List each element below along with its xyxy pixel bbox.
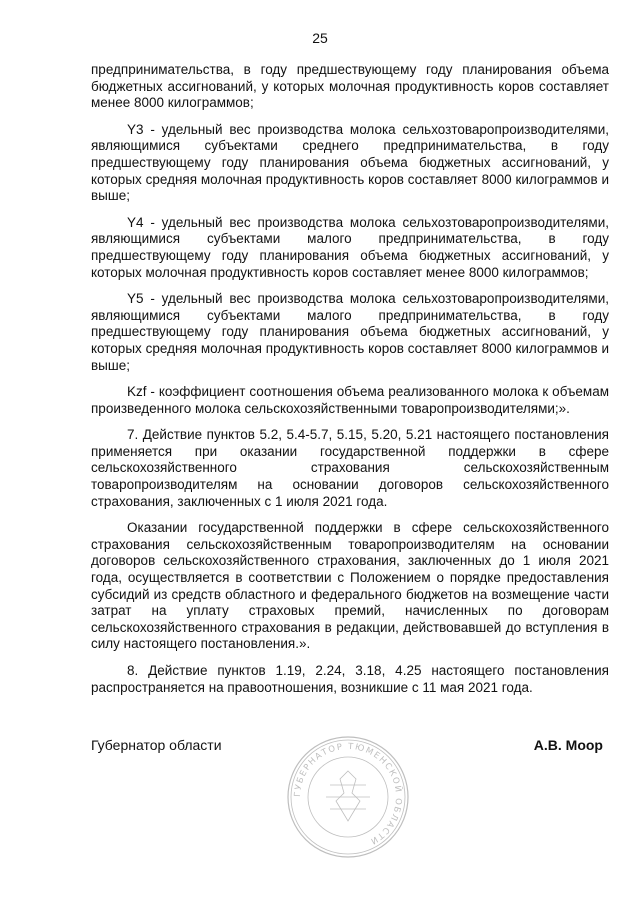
paragraph-item-8: 8. Действие пунктов 1.19, 2.24, 3.18, 4.25 настоящего постановления распространяется на правоотношения, возникшие с 11 мая 2021 года. bbox=[91, 663, 609, 695]
paragraph-item-7: 7. Действие пунктов 5.2, 5.4-5.7, 5.15, 5.20, 5.21 настоящего постановления применяется при оказании государственной поддержки в сфере сельскохозяйственного страхования сельскохозяйственным товаропроизводителям на основании договоров сельскохозяйственного страхования, заключенных с 1 июля 2021 года. bbox=[91, 427, 609, 509]
document-body bbox=[91, 62, 609, 706]
paragraph-y3: Y3 - удельный вес производства молока сельхозтоваропроизводителями, являющимися субъектами среднего предпринимательства, в году предшествующему году планирования объема бюджетных ассигнований, у которых средняя молочная продуктивность коров составляет 8000 килограммов и выше; bbox=[91, 121, 609, 204]
paragraph-y5: Y5 - удельный вес производства молока сельхозтоваропроизводителями, являющимися субъектами малого предпринимательства, в году предшествующему году планирования объема бюджетных ассигнований, у которых средняя молочная продуктивность коров составляет 8000 килограммов и выше; bbox=[91, 291, 609, 373]
paragraph-support-terms: Оказании государственной поддержки в сфере сельскохозяйственного страхования сельскохозяйственным товаропроизводителям на основании договоров сельскохозяйственного страхования, заключенных до 1 июля 2021 года, осуществляется в соответствии с Положением о порядке предоставления субсидий из средств областного и федерального бюджетов на возмещение части затрат на уплату страховых премий, начисленных по договорам сельскохозяйственного страхования в редакции, действовавшей до вступления в силу настоящего постановления.». bbox=[91, 520, 609, 652]
official-seal bbox=[286, 735, 410, 859]
signatory-title: Губернатор области bbox=[91, 737, 222, 753]
paragraph-y4: Y4 - удельный вес производства молока сельхозтоваропроизводителями, являющимися субъектами малого предпринимательства, в году предшествующему году планирования объема бюджетных ассигнований, у которых молочная продуктивность коров составляет менее 8000 килограммов; bbox=[91, 214, 609, 280]
paragraph-kzf: Kzf - коэффициент соотношения объема реализованного молока к объемам произведенного молока сельскохозяйственными товаропроизводителями;». bbox=[91, 384, 609, 416]
page-number: 25 bbox=[312, 30, 328, 46]
paragraph-continuation: предпринимательства, в году предшествующему году планирования объема бюджетных ассигнований, у которых молочная продуктивность коров составляет менее 8000 килограммов; bbox=[91, 62, 609, 111]
signatory-name: А.В. Моор bbox=[533, 737, 603, 753]
seal-ring-text: ГУБЕРНАТОР ТЮМЕНСКОЙ ОБЛАСТИ bbox=[292, 741, 404, 847]
